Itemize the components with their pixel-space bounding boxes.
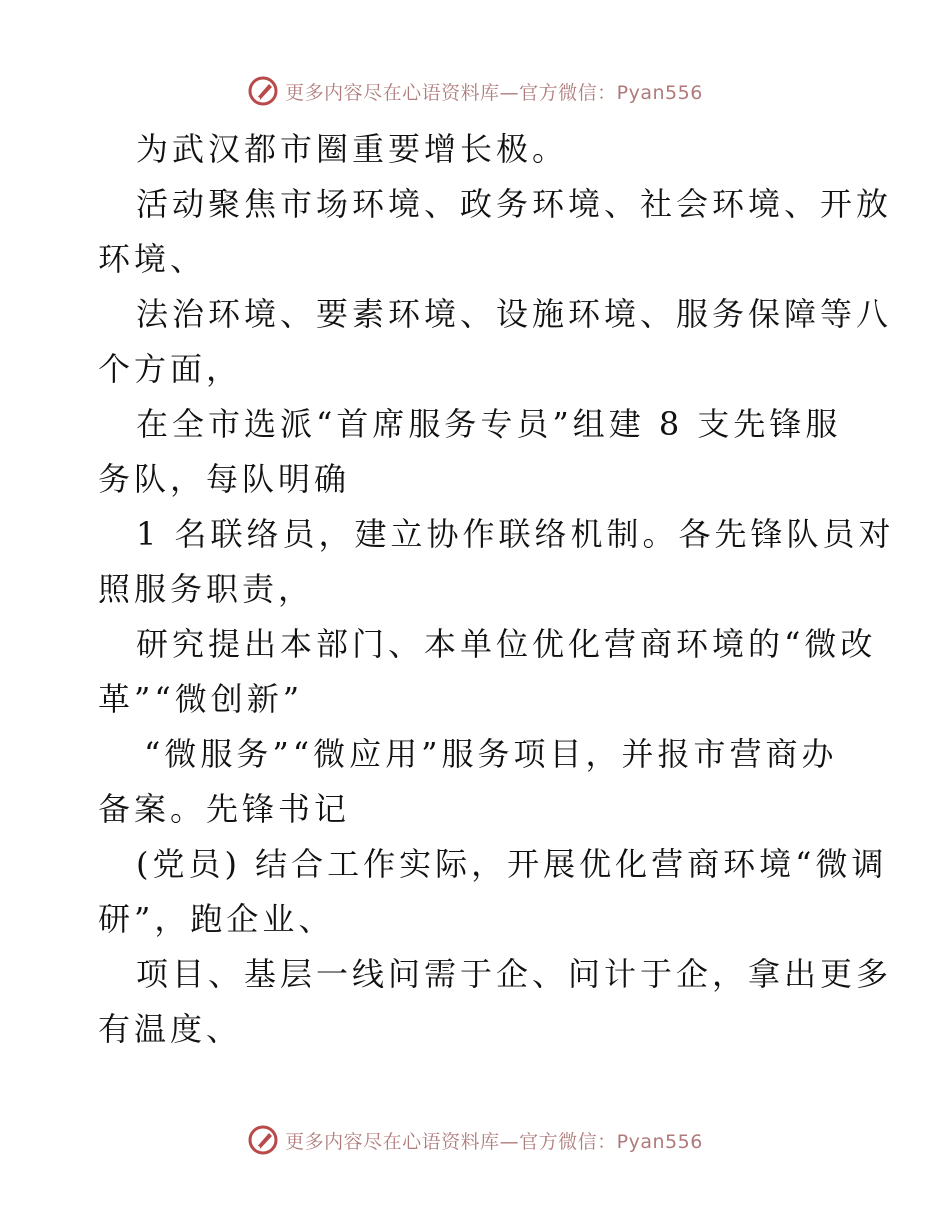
pen-circle-logo-icon <box>247 75 279 107</box>
text-line: 为武汉都市圈重要增长极。 <box>136 130 569 168</box>
document-body <box>98 122 895 1057</box>
text-line: 活动聚焦市场环境、政务环境、社会环境、开放 <box>136 185 893 223</box>
text-line: 环境、 <box>98 240 207 278</box>
text-line: 有温度、 <box>98 1010 243 1048</box>
header-watermark <box>0 71 950 111</box>
text-line: “微服务”“微应用”服务项目，并报市营商办 <box>144 735 838 773</box>
text-line: 法治环境、要素环境、设施环境、服务保障等八 <box>136 295 893 333</box>
text-line: 项目、基层一线问需于企、问计于企，拿出更多 <box>136 955 893 993</box>
text-line: 务队，每队明确 <box>98 460 351 498</box>
pen-circle-logo-icon <box>247 1124 279 1156</box>
watermark-text: 更多内容尽在心语资料库—官方微信：Pyan556 <box>285 81 703 104</box>
text-line: 革”“微创新” <box>98 680 304 718</box>
text-line: 研”，跑企业、 <box>98 900 335 938</box>
text-line: 个方面， <box>98 350 243 388</box>
text-line: 备案。先锋书记 <box>98 790 351 828</box>
text-line: 1 名联络员，建立协作联络机制。各先锋队员对 <box>136 515 895 553</box>
text-line: 研究提出本部门、本单位优化营商环境的“微改 <box>136 625 877 663</box>
text-line: 照服务职责， <box>98 570 315 608</box>
watermark-text: 更多内容尽在心语资料库—官方微信：Pyan556 <box>285 1130 703 1153</box>
text-line: (党员) 结合工作实际，开展优化营商环境“微调 <box>136 845 888 883</box>
text-line: 在全市选派“首席服务专员”组建 8 支先锋服 <box>136 405 842 443</box>
footer-watermark <box>0 1120 950 1160</box>
